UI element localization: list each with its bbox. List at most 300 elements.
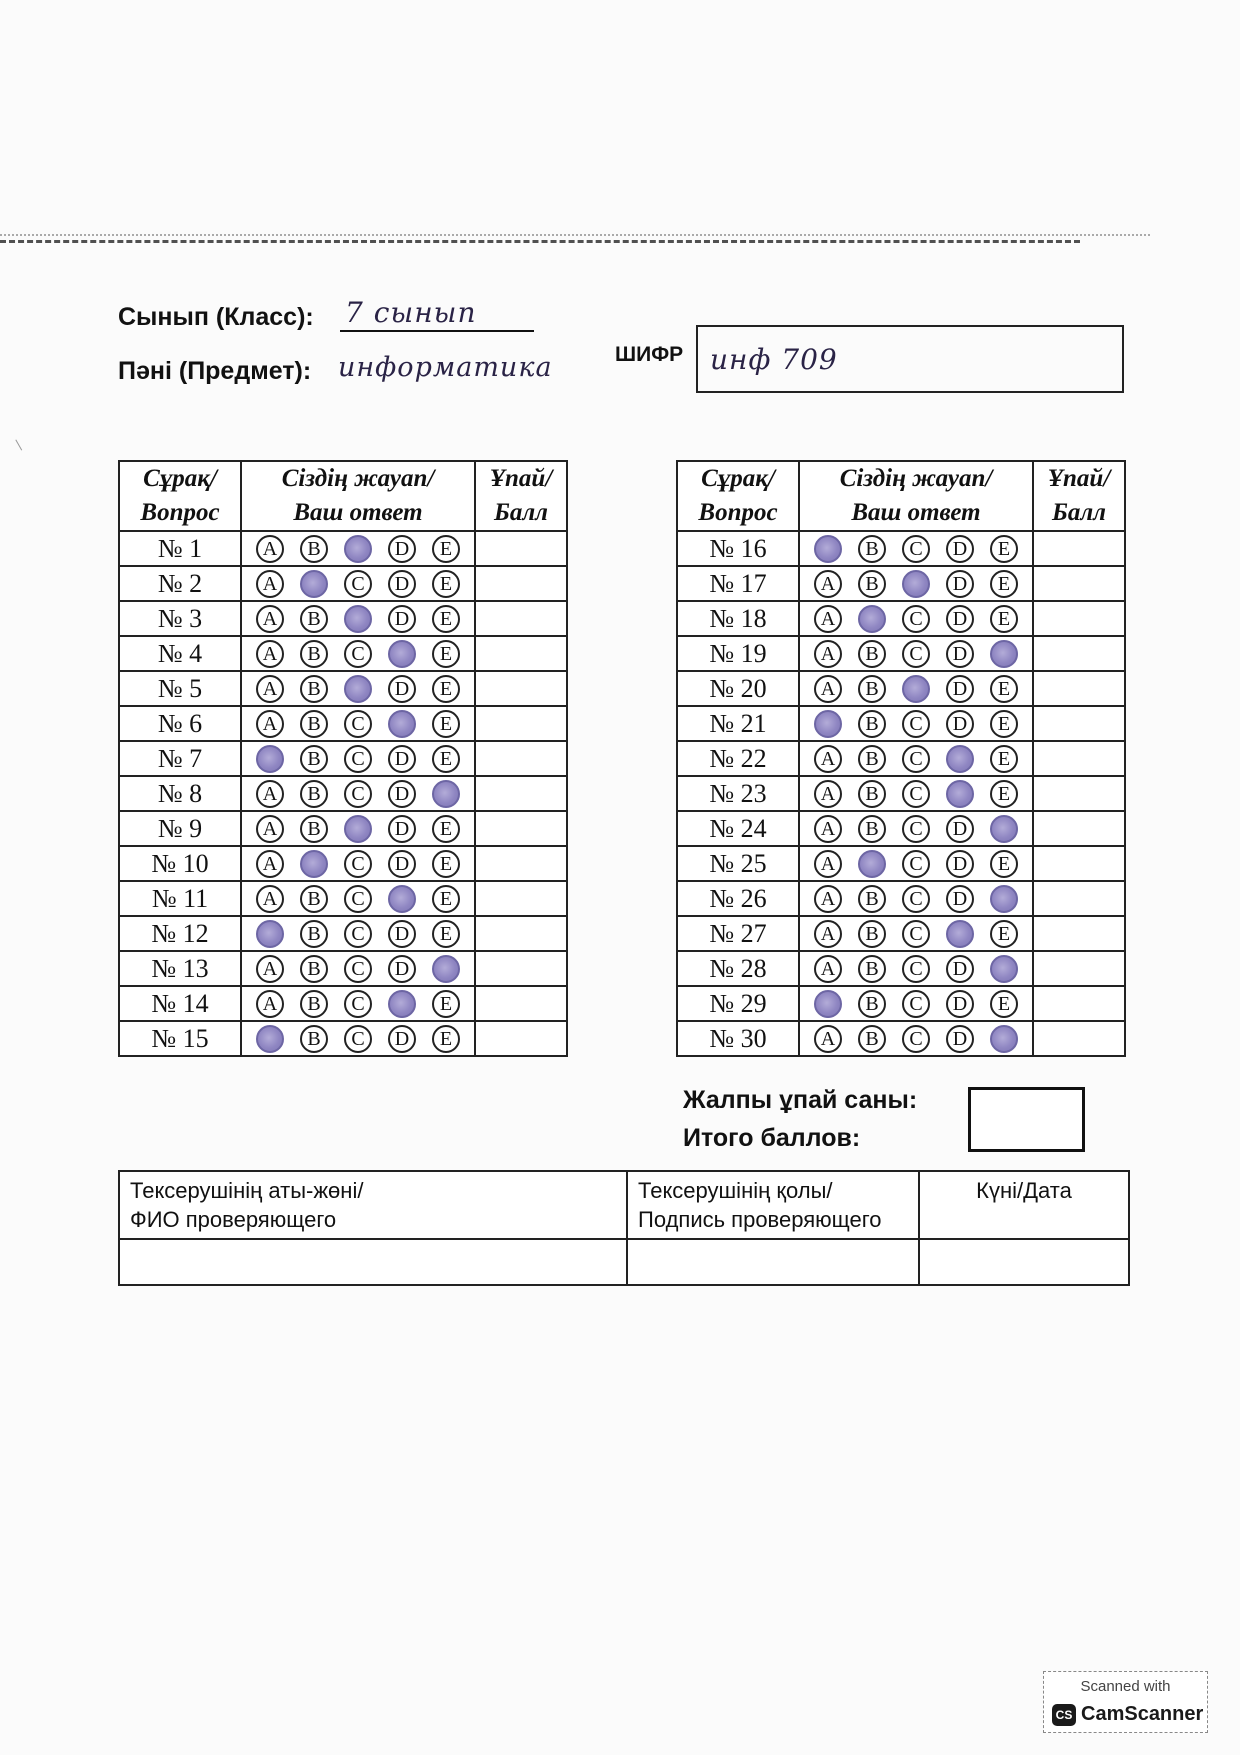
answer-bubble-d[interactable]: D [388,955,416,983]
answer-bubble-e[interactable]: E [990,990,1018,1018]
answer-bubble-e[interactable]: E [990,780,1018,808]
answer-bubble-e[interactable]: E [432,1025,460,1053]
answer-bubble-b[interactable]: B [300,675,328,703]
answer-bubble-b[interactable]: B [300,920,328,948]
score-cell[interactable] [1033,846,1125,881]
answer-bubble-a[interactable]: A [256,710,284,738]
score-cell[interactable] [475,601,567,636]
answer-bubble-e[interactable]: E [990,920,1018,948]
answer-bubble-c[interactable]: C [344,640,372,668]
answer-bubble-d[interactable]: D [946,675,974,703]
answer-bubble-e[interactable] [990,955,1018,983]
question-number: № 22 [677,741,799,776]
answer-bubble-e[interactable]: E [432,570,460,598]
answer-options [241,951,475,986]
question-number: № 17 [677,566,799,601]
score-cell[interactable] [1033,951,1125,986]
answer-bubble-e[interactable] [990,815,1018,843]
question-number: № 30 [677,1021,799,1056]
answer-row [119,776,567,811]
question-number: № 14 [119,986,241,1021]
question-number: № 19 [677,636,799,671]
answer-options [241,671,475,706]
score-cell[interactable] [475,636,567,671]
camscanner-watermark [1043,1671,1208,1733]
answer-options [799,706,1033,741]
answer-row [119,671,567,706]
score-cell[interactable] [475,776,567,811]
total-score-box[interactable] [968,1087,1085,1152]
answer-row [119,986,567,1021]
answer-bubble-b[interactable]: B [300,1025,328,1053]
answer-bubble-b[interactable]: B [858,780,886,808]
answer-bubble-a[interactable]: A [814,815,842,843]
score-cell[interactable] [1033,601,1125,636]
question-number: № 9 [119,811,241,846]
answer-row [677,846,1125,881]
question-number: № 6 [119,706,241,741]
question-number: № 27 [677,916,799,951]
answer-bubble-c[interactable]: C [902,640,930,668]
answer-bubble-b[interactable]: B [858,640,886,668]
answer-bubble-a[interactable]: A [814,745,842,773]
answer-row [677,1021,1125,1056]
class-label: Сынып (Класс): [118,303,314,331]
answer-options [799,986,1033,1021]
checker-sign-cell[interactable] [627,1239,919,1285]
answer-bubble-c[interactable]: C [902,920,930,948]
answer-bubble-c[interactable] [344,605,372,633]
answer-row [677,601,1125,636]
answer-bubble-c[interactable]: C [902,605,930,633]
answer-bubble-a[interactable]: A [256,535,284,563]
answer-options [241,601,475,636]
score-cell[interactable] [475,741,567,776]
score-cell[interactable] [475,531,567,566]
answer-bubble-c[interactable] [344,535,372,563]
answer-options [241,706,475,741]
answer-bubble-b[interactable]: B [300,640,328,668]
answer-options [241,741,475,776]
score-cell[interactable] [1033,706,1125,741]
answer-bubble-c[interactable]: C [902,955,930,983]
answer-bubble-a[interactable]: A [814,850,842,878]
answer-bubble-b[interactable] [300,850,328,878]
answer-options [799,951,1033,986]
subject-label: Пәні (Предмет): [118,357,312,385]
question-number: № 5 [119,671,241,706]
score-cell[interactable] [475,1021,567,1056]
answer-row [119,741,567,776]
answer-bubble-b[interactable]: B [300,815,328,843]
answer-bubble-a[interactable]: A [256,605,284,633]
score-cell[interactable] [475,916,567,951]
cipher-box [696,325,1124,393]
answer-bubble-a[interactable]: A [256,570,284,598]
answer-row [119,566,567,601]
answer-row [677,566,1125,601]
answer-bubble-a[interactable] [256,920,284,948]
answer-options [799,601,1033,636]
answer-bubble-a[interactable]: A [814,640,842,668]
score-cell[interactable] [1033,986,1125,1021]
answer-bubble-d[interactable] [388,990,416,1018]
answer-bubble-b[interactable]: B [300,990,328,1018]
answer-row [677,636,1125,671]
answer-bubble-e[interactable]: E [432,885,460,913]
answer-bubble-d[interactable] [946,745,974,773]
total-label-kk: Жалпы ұпай саны: [683,1086,918,1114]
answer-bubble-b[interactable] [858,605,886,633]
answer-bubble-d[interactable]: D [946,955,974,983]
answer-bubble-d[interactable]: D [946,640,974,668]
question-number: № 1 [119,531,241,566]
answer-bubble-b[interactable]: B [858,535,886,563]
score-cell[interactable] [1033,741,1125,776]
answer-bubble-e[interactable] [990,885,1018,913]
question-number: № 24 [677,811,799,846]
answer-bubble-d[interactable]: D [946,815,974,843]
answer-row [677,916,1125,951]
answer-bubble-a[interactable]: A [256,885,284,913]
answer-bubble-b[interactable]: B [858,815,886,843]
answer-bubble-e[interactable]: E [432,710,460,738]
answer-bubble-e[interactable]: E [432,675,460,703]
answer-bubble-c[interactable]: C [344,1025,372,1053]
answer-bubble-d[interactable] [388,710,416,738]
question-number: № 20 [677,671,799,706]
answer-bubble-c[interactable]: C [344,570,372,598]
answer-row [119,601,567,636]
answer-row [119,636,567,671]
answer-bubble-b[interactable] [300,570,328,598]
answer-bubble-c[interactable]: C [344,920,372,948]
score-cell[interactable] [475,671,567,706]
answer-bubble-c[interactable]: C [344,990,372,1018]
checker-table [118,1170,1130,1286]
answer-bubble-b[interactable]: B [300,955,328,983]
answer-bubble-d[interactable]: D [946,850,974,878]
answer-bubble-a[interactable] [814,990,842,1018]
cut-line-faint [0,234,1150,236]
answer-options [799,566,1033,601]
answer-row [119,706,567,741]
answer-options [241,776,475,811]
question-number: № 13 [119,951,241,986]
answer-bubble-d[interactable]: D [388,745,416,773]
score-cell[interactable] [1033,566,1125,601]
cut-line [0,240,1080,243]
answer-bubble-d[interactable]: D [946,605,974,633]
answer-bubble-e[interactable]: E [990,535,1018,563]
answer-bubble-e[interactable] [990,1025,1018,1053]
question-number: № 7 [119,741,241,776]
answer-row [119,951,567,986]
answer-bubble-d[interactable]: D [388,920,416,948]
answer-bubble-b[interactable]: B [300,745,328,773]
question-number: № 18 [677,601,799,636]
header-question: Сұрақ/ Вопрос [677,461,799,531]
question-number: № 12 [119,916,241,951]
answer-options [799,1021,1033,1056]
answer-table-left [118,460,568,1057]
answer-bubble-e[interactable]: E [432,990,460,1018]
checker-date-cell[interactable] [919,1239,1129,1285]
answer-bubble-d[interactable]: D [388,535,416,563]
subject-value: информатика [338,352,553,383]
watermark-scanned-text: Scanned with [1080,1678,1171,1695]
answer-row [119,846,567,881]
answer-options [241,566,475,601]
answer-bubble-b[interactable]: B [858,885,886,913]
score-cell[interactable] [1033,916,1125,951]
question-number: № 3 [119,601,241,636]
header-score: Ұпай/ Балл [475,461,567,531]
answer-options [241,636,475,671]
score-cell[interactable] [475,986,567,1021]
answer-bubble-e[interactable]: E [990,605,1018,633]
answer-bubble-c[interactable]: C [344,885,372,913]
answer-bubble-e[interactable]: E [432,640,460,668]
answer-bubble-d[interactable] [388,885,416,913]
score-cell[interactable] [1033,531,1125,566]
answer-bubble-b[interactable]: B [858,570,886,598]
answer-bubble-a[interactable]: A [814,920,842,948]
answer-bubble-e[interactable] [432,955,460,983]
answer-bubble-c[interactable]: C [902,885,930,913]
answer-bubble-d[interactable]: D [946,535,974,563]
checker-name-cell[interactable] [119,1239,627,1285]
answer-options [241,811,475,846]
score-cell[interactable] [1033,671,1125,706]
answer-options [241,986,475,1021]
answer-options [799,916,1033,951]
answer-bubble-d[interactable] [946,780,974,808]
answer-bubble-d[interactable]: D [388,605,416,633]
total-label-ru: Итого баллов: [683,1124,861,1152]
answer-options [799,846,1033,881]
question-number: № 21 [677,706,799,741]
score-cell[interactable] [475,846,567,881]
question-number: № 11 [119,881,241,916]
answer-bubble-e[interactable]: E [432,815,460,843]
answer-bubble-a[interactable]: A [814,885,842,913]
answer-options [241,916,475,951]
score-cell[interactable] [475,881,567,916]
answer-row [677,986,1125,1021]
answer-bubble-e[interactable]: E [432,850,460,878]
score-cell[interactable] [475,566,567,601]
answer-bubble-d[interactable]: D [946,990,974,1018]
question-number: № 23 [677,776,799,811]
answer-row [119,881,567,916]
score-cell[interactable] [1033,636,1125,671]
question-number: № 25 [677,846,799,881]
answer-bubble-c[interactable]: C [902,780,930,808]
answer-bubble-c[interactable]: C [902,815,930,843]
answer-row [119,1021,567,1056]
answer-bubble-b[interactable]: B [300,885,328,913]
answer-options [241,531,475,566]
answer-bubble-e[interactable]: E [990,710,1018,738]
answer-bubble-d[interactable]: D [388,1025,416,1053]
answer-bubble-b[interactable]: B [858,955,886,983]
answer-bubble-a[interactable]: A [256,990,284,1018]
camscanner-logo-icon: CS [1052,1704,1076,1726]
question-number: № 2 [119,566,241,601]
class-value: 7 сынып [345,296,477,329]
score-cell[interactable] [1033,881,1125,916]
question-number: № 4 [119,636,241,671]
answer-bubble-b[interactable]: B [300,710,328,738]
answer-bubble-a[interactable]: A [814,570,842,598]
answer-bubble-e[interactable]: E [990,570,1018,598]
question-number: № 8 [119,776,241,811]
watermark-brand: CamScanner [1081,1703,1204,1725]
answer-bubble-c[interactable] [344,675,372,703]
header-question: Сұрақ/ Вопрос [119,461,241,531]
answer-bubble-a[interactable]: A [814,780,842,808]
answer-bubble-a[interactable] [814,535,842,563]
answer-bubble-a[interactable]: A [814,675,842,703]
answer-bubble-c[interactable]: C [902,535,930,563]
answer-bubble-c[interactable] [902,675,930,703]
answer-bubble-a[interactable]: A [256,955,284,983]
score-cell[interactable] [1033,811,1125,846]
answer-bubble-a[interactable]: A [256,640,284,668]
answer-bubble-e[interactable] [432,780,460,808]
question-number: № 29 [677,986,799,1021]
answer-row [677,951,1125,986]
answer-bubble-c[interactable]: C [344,850,372,878]
header-answer: Сіздің жауап/ Ваш ответ [241,461,475,531]
answer-bubble-e[interactable]: E [432,535,460,563]
answer-row [119,811,567,846]
answer-row [677,706,1125,741]
answer-options [799,811,1033,846]
answer-bubble-e[interactable]: E [432,745,460,773]
answer-row [677,881,1125,916]
answer-bubble-a[interactable]: A [814,605,842,633]
question-number: № 16 [677,531,799,566]
score-cell[interactable] [475,706,567,741]
answer-bubble-d[interactable]: D [946,1025,974,1053]
answer-bubble-a[interactable]: A [256,675,284,703]
answer-row [677,776,1125,811]
answer-row [677,671,1125,706]
answer-options [241,881,475,916]
answer-bubble-d[interactable]: D [388,850,416,878]
answer-bubble-e[interactable]: E [432,920,460,948]
answer-bubble-d[interactable]: D [946,570,974,598]
answer-bubble-c[interactable]: C [902,1025,930,1053]
header-score: Ұпай/ Балл [1033,461,1125,531]
answer-bubble-b[interactable]: B [300,605,328,633]
answer-bubble-b[interactable]: B [300,780,328,808]
checker-sign-header: Тексерушінің қолы/ Подпись проверяющего [627,1171,919,1239]
answer-row [677,811,1125,846]
answer-bubble-c[interactable]: C [344,710,372,738]
answer-bubble-c[interactable] [902,570,930,598]
answer-row [119,916,567,951]
answer-bubble-a[interactable] [256,745,284,773]
answer-row [677,531,1125,566]
answer-bubble-c[interactable]: C [902,745,930,773]
score-cell[interactable] [1033,776,1125,811]
answer-bubble-c[interactable]: C [902,850,930,878]
answer-bubble-c[interactable]: C [902,710,930,738]
answer-bubble-d[interactable]: D [388,675,416,703]
answer-options [799,531,1033,566]
answer-bubble-e[interactable]: E [990,745,1018,773]
answer-bubble-a[interactable]: A [256,850,284,878]
question-number: № 26 [677,881,799,916]
answer-bubble-a[interactable]: A [814,955,842,983]
answer-options [799,636,1033,671]
answer-bubble-d[interactable]: D [946,885,974,913]
answer-bubble-b[interactable]: B [858,1025,886,1053]
answer-table-right [676,460,1126,1057]
answer-options [799,881,1033,916]
answer-bubble-a[interactable] [256,1025,284,1053]
answer-row [677,741,1125,776]
answer-bubble-b[interactable] [858,850,886,878]
answer-bubble-a[interactable]: A [256,780,284,808]
answer-bubble-c[interactable] [344,815,372,843]
question-number: № 15 [119,1021,241,1056]
answer-bubble-c[interactable]: C [902,990,930,1018]
cipher-label: ШИФР [615,343,684,366]
class-underline [340,330,534,332]
score-cell[interactable] [475,951,567,986]
answer-bubble-e[interactable] [990,640,1018,668]
answer-bubble-c[interactable]: C [344,955,372,983]
answer-bubble-b[interactable]: B [858,920,886,948]
score-cell[interactable] [475,811,567,846]
answer-bubble-b[interactable]: B [858,675,886,703]
answer-options [799,741,1033,776]
answer-bubble-b[interactable]: B [858,745,886,773]
answer-bubble-d[interactable] [388,640,416,668]
answer-bubble-a[interactable]: A [814,1025,842,1053]
answer-bubble-d[interactable]: D [946,710,974,738]
checker-name-header: Тексерушінің аты-жөні/ ФИО проверяющего [119,1171,627,1239]
cipher-value: инф 709 [710,343,838,376]
answer-bubble-d[interactable]: D [388,780,416,808]
answer-bubble-b[interactable]: B [858,990,886,1018]
answer-row [119,531,567,566]
answer-bubble-c[interactable]: C [344,745,372,773]
answer-bubble-b[interactable]: B [858,710,886,738]
answer-bubble-a[interactable]: A [256,815,284,843]
score-cell[interactable] [1033,1021,1125,1056]
header-answer: Сіздің жауап/ Ваш ответ [799,461,1033,531]
answer-bubble-e[interactable]: E [990,850,1018,878]
question-number: № 28 [677,951,799,986]
answer-bubble-e[interactable]: E [990,675,1018,703]
answer-bubble-d[interactable]: D [388,815,416,843]
answer-bubble-c[interactable]: C [344,780,372,808]
answer-bubble-d[interactable] [946,920,974,948]
answer-options [241,1021,475,1056]
answer-bubble-b[interactable]: B [300,535,328,563]
answer-bubble-d[interactable]: D [388,570,416,598]
answer-options [241,846,475,881]
answer-bubble-e[interactable]: E [432,605,460,633]
answer-bubble-a[interactable] [814,710,842,738]
checker-date-header: Күні/Дата [919,1171,1129,1239]
answer-options [799,671,1033,706]
